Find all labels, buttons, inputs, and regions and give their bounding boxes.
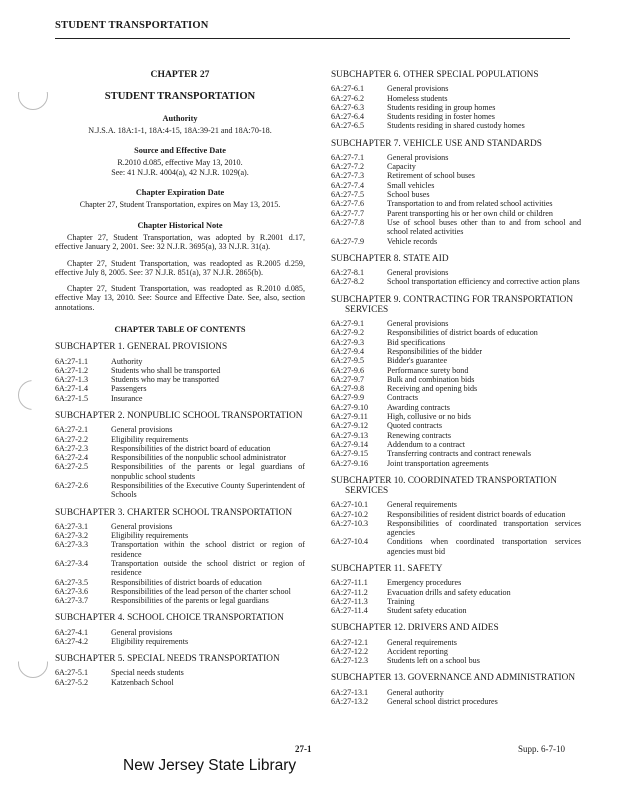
section-number: 6A:27-2.4 (55, 453, 89, 463)
section-number: 6A:27-6.5 (331, 121, 365, 131)
section-title: General provisions (111, 521, 173, 531)
section-number: 6A:27-7.3 (331, 171, 365, 181)
source-text: R.2010 d.085, effective May 13, 2010. (117, 158, 243, 168)
section-number: 6A:27-7.6 (331, 199, 365, 209)
subchapter-heading: SUBCHAPTER 7. VEHICLE USE AND STANDARDS (331, 138, 542, 149)
toc-entry (55, 668, 305, 677)
section-title: Responsibilities of the lead person of the charter school (111, 586, 291, 596)
toc-entry (331, 421, 581, 430)
history-note: Chapter 27, Student Transportation, was readopted as R.2005 d.259, effective July 8, 2005. See: 37 N.J.R. 851(a), 37 N.J.R. 2865(b). (55, 258, 305, 277)
section-title: General provisions (387, 152, 449, 162)
section-number: 6A:27-2.1 (55, 425, 89, 435)
toc-entry (55, 462, 305, 481)
toc-entry (55, 531, 305, 540)
section-title: Renewing contracts (387, 430, 452, 440)
punch-hole-mark (18, 80, 48, 110)
toc-entry (55, 425, 305, 434)
section-number: 6A:27-6.3 (331, 102, 365, 112)
toc-entry (55, 366, 305, 375)
section-number: 6A:27-8.1 (331, 268, 365, 278)
section-number: 6A:27-11.2 (331, 587, 368, 597)
section-title: School transportation efficiency and corrective action plans (387, 277, 580, 287)
section-number: 6A:27-2.6 (55, 481, 89, 491)
section-title: Contracts (387, 393, 419, 403)
section-number: 6A:27-9.15 (331, 449, 369, 459)
section-number: 6A:27-2.5 (55, 462, 89, 472)
section-title: Responsibilities of the parents or legal guardians (111, 596, 269, 606)
toc-entry (331, 519, 581, 538)
toc-entry (331, 638, 581, 647)
section-title: High, collusive or no bids (387, 412, 471, 422)
section-number: 6A:27-4.2 (55, 636, 89, 646)
section-number: 6A:27-3.7 (55, 596, 89, 606)
section-number: 6A:27-2.2 (55, 434, 89, 444)
section-number: 6A:27-9.2 (331, 328, 365, 338)
toc-entry (55, 540, 305, 559)
subchapter-heading: SUBCHAPTER 4. SCHOOL CHOICE TRANSPORTATION (55, 613, 284, 624)
section-number: 6A:27-4.1 (55, 627, 89, 637)
section-number: 6A:27-10.4 (331, 537, 369, 547)
section-number: 6A:27-2.3 (55, 443, 89, 453)
subchapter-heading: SUBCHAPTER 5. SPECIAL NEEDS TRANSPORTATION (55, 654, 280, 665)
toc-entry (331, 103, 581, 112)
toc-entry (331, 190, 581, 199)
section-number: 6A:27-6.2 (331, 93, 365, 103)
section-title: Transportation outside the school district or region of residence (111, 559, 305, 578)
section-title: Addendum to a contract (387, 439, 465, 449)
section-number: 6A:27-10.2 (331, 509, 369, 519)
section-title: General requirements (387, 500, 457, 510)
toc-subchapter (55, 342, 305, 403)
section-title: Training (387, 596, 415, 606)
section-title: School buses (387, 190, 430, 200)
toc-entry (331, 162, 581, 171)
toc-entry (331, 697, 581, 706)
section-title: General requirements (387, 637, 457, 647)
section-title: General authority (387, 687, 444, 697)
section-title: Responsibilities of the bidder (387, 346, 483, 356)
section-number: 6A:27-8.2 (331, 277, 365, 287)
toc-entry (331, 366, 581, 375)
toc-entry (331, 500, 581, 509)
section-number: 6A:27-1.4 (55, 384, 89, 394)
source-text: See: 41 N.J.R. 4004(a), 42 N.J.R. 1029(a). (111, 167, 249, 177)
section-title: Students who shall be transported (111, 365, 221, 375)
subchapter-heading: SUBCHAPTER 10. COORDINATED TRANSPORTATION SERVICES (331, 475, 557, 497)
section-title: General provisions (111, 425, 173, 435)
toc-entry (55, 384, 305, 393)
toc-entry (55, 637, 305, 646)
section-title: Special needs students (111, 668, 184, 678)
page-number: 27-1 (295, 744, 312, 754)
section-number: 6A:27-10.1 (331, 500, 369, 510)
library-stamp: New Jersey State Library (123, 757, 297, 774)
toc-entry (331, 347, 581, 356)
header-rule (55, 38, 570, 39)
toc-entry (55, 375, 305, 384)
toc-entry (331, 459, 581, 468)
toc-entry (55, 559, 305, 578)
section-number: 6A:27-3.1 (55, 521, 89, 531)
toc-right (331, 70, 581, 706)
toc-entry (331, 440, 581, 449)
toc-entry (331, 431, 581, 440)
section-title: Bidder's guarantee (387, 356, 448, 366)
toc-entry (331, 588, 581, 597)
section-number: 6A:27-7.2 (331, 162, 365, 172)
subchapter-heading: SUBCHAPTER 13. GOVERNANCE AND ADMINISTRATION (331, 673, 576, 684)
section-title: Bid specifications (387, 337, 446, 347)
source-heading: Source and Effective Date (134, 146, 226, 156)
section-title: Passengers (111, 384, 147, 394)
toc-entry (331, 537, 581, 556)
section-number: 6A:27-9.7 (331, 374, 365, 384)
toc-entry (331, 606, 581, 615)
section-title: General provisions (387, 84, 449, 94)
section-number: 6A:27-3.6 (55, 586, 89, 596)
toc-entry (331, 84, 581, 93)
section-title: Students left on a school bus (387, 656, 480, 666)
section-number: 6A:27-9.13 (331, 430, 369, 440)
toc-entry (55, 357, 305, 366)
toc-subchapter (331, 673, 581, 706)
section-number: 6A:27-12.1 (331, 637, 369, 647)
section-number: 6A:27-3.3 (55, 540, 89, 550)
section-number: 6A:27-9.5 (331, 356, 365, 366)
section-title: Homeless students (387, 93, 448, 103)
toc-entry (331, 688, 581, 697)
toc-entry (331, 384, 581, 393)
toc-entry (331, 412, 581, 421)
section-title: Students residing in group homes (387, 102, 496, 112)
subchapter-heading: SUBCHAPTER 2. NONPUBLIC SCHOOL TRANSPORTATION (55, 411, 303, 422)
section-number: 6A:27-3.2 (55, 531, 89, 541)
history-note: Chapter 27, Student Transportation, was adopted by R.2001 d.17, effective January 2, 2001. See: 32 N.J.R. 3695(a), 33 N.J.R. 31(a). (55, 232, 305, 252)
subchapter-heading: SUBCHAPTER 6. OTHER SPECIAL POPULATIONS (331, 70, 539, 80)
section-title: Evacuation drills and safety education (387, 587, 511, 597)
section-title: Transferring contracts and contract renewals (387, 449, 531, 459)
section-title: Eligibility requirements (111, 434, 189, 444)
section-title: Students who may be transported (111, 375, 219, 385)
toc-entry (331, 277, 581, 286)
section-title: Vehicle records (387, 236, 438, 246)
section-title: Emergency procedures (387, 578, 462, 588)
section-title: Authority (111, 356, 143, 366)
section-title: Capacity (387, 162, 416, 172)
section-number: 6A:27-11.1 (331, 578, 368, 588)
section-number: 6A:27-1.1 (55, 356, 89, 366)
section-number: 6A:27-11.4 (331, 606, 368, 616)
subchapter-heading: SUBCHAPTER 9. CONTRACTING FOR TRANSPORTATION SERVICES (331, 294, 574, 315)
section-title: Receiving and opening bids (387, 384, 478, 394)
toc-entry (55, 678, 305, 687)
section-title: Responsibilities of district boards of education (387, 328, 538, 338)
toc-entry (331, 597, 581, 606)
section-number: 6A:27-7.4 (331, 180, 365, 190)
toc-entry (331, 268, 581, 277)
subchapter-heading: SUBCHAPTER 12. DRIVERS AND AIDES (331, 623, 499, 634)
section-number: 6A:27-7.7 (331, 208, 365, 218)
chapter-number: CHAPTER 27 (150, 69, 210, 80)
authority-heading: Authority (162, 113, 198, 123)
section-number: 6A:27-3.5 (55, 577, 89, 587)
section-title: Responsibilities of the Executive County Superintendent of Schools (111, 481, 305, 500)
section-number: 6A:27-12.2 (331, 646, 369, 656)
toc-subchapter (55, 411, 305, 500)
section-title: Performance surety bond (387, 365, 469, 375)
toc-subchapter (331, 139, 581, 246)
section-title: General provisions (387, 268, 449, 278)
toc-subchapter (331, 476, 581, 556)
toc-entry (331, 181, 581, 190)
section-number: 6A:27-9.6 (331, 365, 365, 375)
history-heading: Chapter Historical Note (137, 220, 223, 230)
toc-entry (55, 444, 305, 453)
section-number: 6A:27-6.1 (331, 84, 365, 94)
section-title: Responsibilities of resident district boards of education (387, 509, 566, 519)
section-title: Quoted contracts (387, 421, 443, 431)
toc-entry (55, 453, 305, 462)
section-title: Retirement of school buses (387, 171, 475, 181)
toc-subchapter (331, 70, 581, 131)
expiration-heading: Chapter Expiration Date (135, 188, 225, 198)
subchapter-heading: SUBCHAPTER 1. GENERAL PROVISIONS (55, 342, 228, 353)
toc-entry (331, 112, 581, 121)
history-note: Chapter 27, Student Transportation, was readopted as R.2010 d.085, effective May 13, 2010. See: Source and Effective Date. See, also, section annotations. (55, 284, 305, 312)
section-number: 6A:27-9.3 (331, 337, 365, 347)
toc-entry (331, 199, 581, 208)
section-title: Use of school buses other than to and from school and school related activities (387, 217, 581, 237)
subchapter-heading: SUBCHAPTER 11. SAFETY (331, 564, 443, 574)
section-title: General provisions (111, 627, 173, 637)
section-number: 6A:27-7.5 (331, 190, 365, 200)
authority-text: N.J.S.A. 18A:1-1, 18A:4-15, 18A:39-21 and 18A:70-18. (88, 125, 272, 135)
section-number: 6A:27-9.14 (331, 439, 369, 449)
section-title: Student safety education (387, 606, 467, 616)
section-number: 6A:27-1.2 (55, 365, 89, 375)
left-column (55, 70, 305, 687)
toc-entry (55, 481, 305, 500)
toc-entry (55, 596, 305, 605)
section-number: 6A:27-5.2 (55, 677, 89, 687)
section-title: Transportation within the school district or region of residence (111, 540, 305, 559)
toc-entry (331, 237, 581, 246)
toc-entry (55, 587, 305, 596)
section-title: Accident reporting (387, 646, 448, 656)
section-title: Katzenbach School (111, 677, 174, 687)
toc-entry (331, 338, 581, 347)
toc-entry (331, 393, 581, 402)
section-title: Eligibility requirements (111, 531, 189, 541)
section-number: 6A:27-5.1 (55, 668, 89, 678)
section-title: Responsibilities of the nonpublic school administrator (111, 453, 287, 463)
section-number: 6A:27-9.16 (331, 458, 369, 468)
toc-entry (331, 356, 581, 365)
section-number: 6A:27-7.8 (331, 217, 365, 227)
section-title: General provisions (387, 319, 449, 329)
toc-subchapter (55, 508, 305, 606)
expiration-text: Chapter 27, Student Transportation, expires on May 13, 2015. (79, 200, 281, 210)
section-number: 6A:27-11.3 (331, 596, 368, 606)
running-header: STUDENT TRANSPORTATION (55, 20, 209, 31)
section-title: Bulk and combination bids (387, 374, 475, 384)
section-title: Responsibilities of the parents or legal guardians of nonpublic school students (111, 462, 305, 481)
section-title: Responsibilities of the district board of education (111, 443, 271, 453)
toc-entry (331, 171, 581, 180)
toc-subchapter (55, 654, 305, 687)
toc-entry (331, 218, 581, 237)
section-number: 6A:27-9.10 (331, 402, 369, 412)
toc-entry (331, 510, 581, 519)
toc-entry (331, 449, 581, 458)
section-number: 6A:27-13.2 (331, 696, 369, 706)
toc-entry (55, 435, 305, 444)
toc-entry (331, 375, 581, 384)
section-title: Students residing in shared custody homes (387, 121, 525, 131)
section-number: 6A:27-1.3 (55, 375, 89, 385)
toc-left (55, 342, 305, 687)
section-title: Students residing in foster homes (387, 112, 495, 122)
section-title: Conditions when coordinated transportation services agencies must bid (387, 537, 581, 556)
supplement-date: Supp. 6-7-10 (518, 744, 565, 754)
section-number: 6A:27-9.12 (331, 421, 369, 431)
section-title: Awarding contracts (387, 402, 450, 412)
punch-hole-mark (18, 648, 48, 678)
chapter-title: STUDENT TRANSPORTATION (104, 91, 256, 103)
section-number: 6A:27-9.8 (331, 384, 365, 394)
section-number: 6A:27-6.4 (331, 112, 365, 122)
section-title: Insurance (111, 393, 143, 403)
section-number: 6A:27-13.1 (331, 687, 369, 697)
section-title: General school district procedures (387, 696, 498, 706)
toc-entry (55, 394, 305, 403)
toc-entry (331, 209, 581, 218)
toc-entry (55, 522, 305, 531)
section-number: 6A:27-9.4 (331, 346, 365, 356)
punch-hole-mark (18, 380, 48, 410)
toc-entry (331, 647, 581, 656)
section-number: 6A:27-1.5 (55, 393, 89, 403)
toc-entry (331, 656, 581, 665)
toc-subchapter (55, 613, 305, 646)
subchapter-heading: SUBCHAPTER 8. STATE AID (331, 253, 449, 264)
toc-entry (331, 153, 581, 162)
section-number: 6A:27-7.9 (331, 236, 365, 246)
toc-entry (331, 328, 581, 337)
section-title: Eligibility requirements (111, 636, 189, 646)
section-title: Small vehicles (387, 180, 435, 190)
section-number: 6A:27-10.3 (331, 518, 369, 528)
section-title: Responsibilities of district boards of education (111, 577, 262, 587)
subchapter-heading: SUBCHAPTER 3. CHARTER SCHOOL TRANSPORTATION (55, 507, 293, 518)
toc-entry (331, 94, 581, 103)
section-number: 6A:27-9.9 (331, 393, 365, 403)
toc-subchapter (331, 254, 581, 287)
section-title: Responsibilities of coordinated transportation services agencies (387, 518, 581, 538)
toc-subchapter (331, 623, 581, 665)
toc-entry (55, 628, 305, 637)
toc-entry (55, 578, 305, 587)
section-title: Transportation to and from related school activities (387, 199, 553, 209)
section-number: 6A:27-9.1 (331, 319, 365, 329)
toc-entry (331, 403, 581, 412)
toc-entry (331, 578, 581, 587)
toc-entry (331, 319, 581, 328)
toc-heading: CHAPTER TABLE OF CONTENTS (114, 325, 246, 335)
right-column (331, 70, 581, 706)
section-number: 6A:27-9.11 (331, 412, 368, 422)
section-number: 6A:27-12.3 (331, 656, 369, 666)
toc-subchapter (331, 564, 581, 615)
toc-subchapter (331, 295, 581, 468)
section-number: 6A:27-7.1 (331, 152, 365, 162)
section-title: Parent transporting his or her own child or children (387, 208, 553, 218)
section-number: 6A:27-3.4 (55, 559, 89, 568)
toc-entry (331, 121, 581, 130)
section-title: Joint transportation agreements (387, 458, 489, 468)
